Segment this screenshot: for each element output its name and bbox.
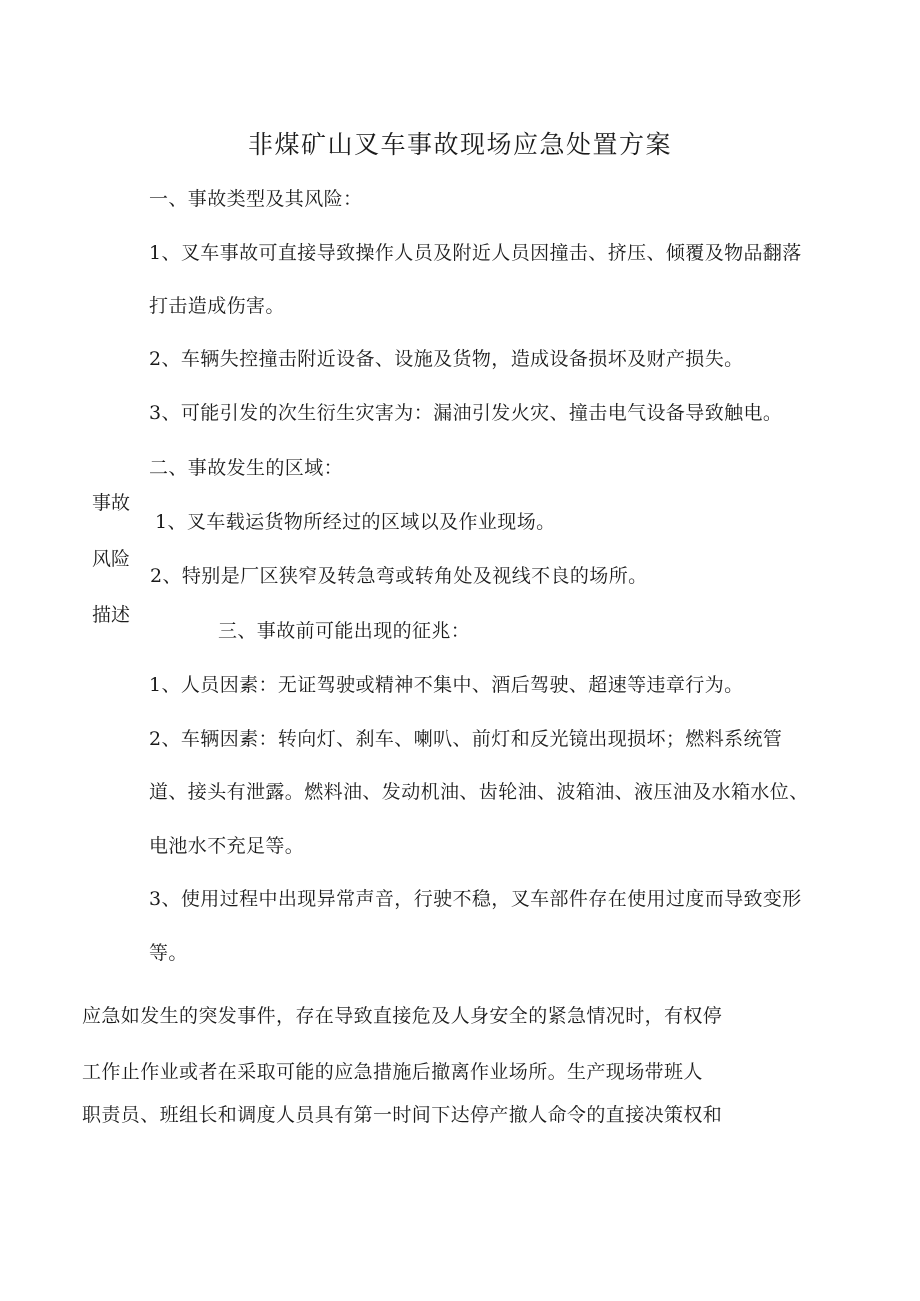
section1-item3: 3、可能引发的次生衍生灾害为：漏油引发火灾、撞击电气设备导致触电。 <box>149 402 783 424</box>
section3-item2-line1: 2、车辆因素：转向灯、刹车、喇叭、前灯和反光镜出现损坏；燃料系统管 <box>149 728 783 750</box>
section3-item2-line3: 电池水不充足等。 <box>149 835 305 857</box>
section3-heading: 三、事故前可能出现的征兆： <box>218 620 471 642</box>
section2-item2: 2、特别是厂区狭窄及转急弯或转角处及视线不良的场所。 <box>150 565 648 587</box>
section1-item1-line1: 1、叉车事故可直接导致操作人员及附近人员因撞击、挤压、倾覆及物品翻落 <box>149 242 802 264</box>
section3-item2-line2: 道、接头有泄露。燃料油、发动机油、齿轮油、波箱油、液压油及水箱水位、 <box>149 781 809 803</box>
section2-item1: 1、叉车载运货物所经过的区域以及作业现场。 <box>155 511 556 533</box>
side-label-line2: 风险 <box>92 548 131 570</box>
section1-item1-line2: 打击造成伤害。 <box>149 295 285 317</box>
section3-item1: 1、人员因素：无证驾驶或精神不集中、酒后驾驶、超速等违章行为。 <box>149 674 744 696</box>
document-title: 非煤矿山叉车事故现场应急处置方案 <box>247 130 672 159</box>
side-label-line1: 事故 <box>92 492 131 514</box>
section3-item3-line2: 等。 <box>149 942 188 964</box>
emergency-line1: 应急如发生的突发事件，存在导致直接危及人身安全的紧急情况时，有权停 <box>82 1005 723 1027</box>
section1-heading: 一、事故类型及其风险： <box>149 188 363 210</box>
emergency-line2: 工作止作业或者在采取可能的应急措施后撤离作业场所。生产现场带班人 <box>82 1061 703 1083</box>
section3-item3-line1: 3、使用过程中出现异常声音，行驶不稳，叉车部件存在使用过度而导致变形 <box>149 888 802 910</box>
side-label-line3: 描述 <box>92 604 131 626</box>
emergency-line3: 职责员、班组长和调度人员具有第一时间下达停产撤人命令的直接决策权和 <box>82 1104 723 1126</box>
section1-item2: 2、车辆失控撞击附近设备、设施及货物，造成设备损坏及财产损失。 <box>149 348 744 370</box>
section2-heading: 二、事故发生的区域： <box>149 457 344 479</box>
